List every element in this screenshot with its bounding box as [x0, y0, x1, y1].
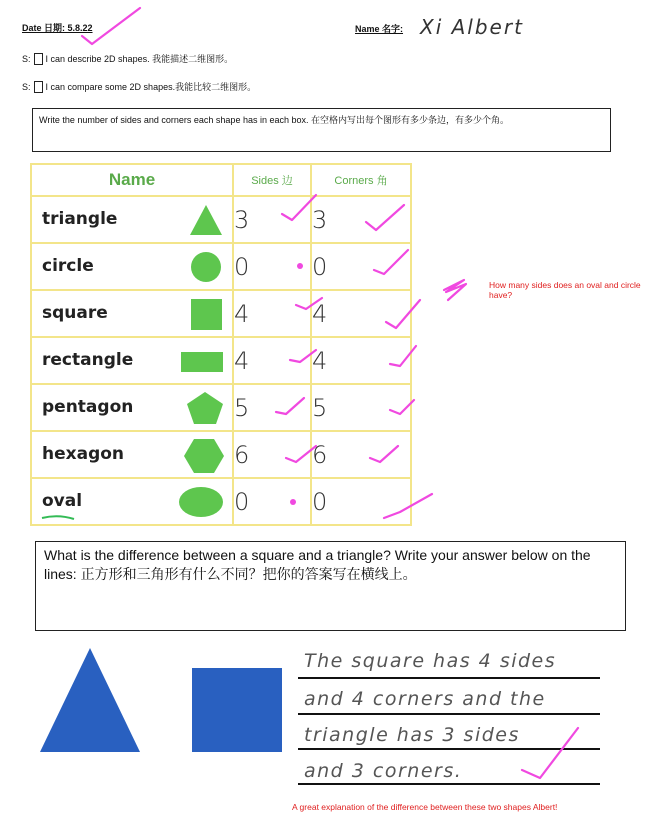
shape-name: square: [42, 303, 108, 323]
corners-answer[interactable]: 0: [311, 243, 411, 290]
objective-text: I can compare some 2D shapes.我能比较二维图形。: [45, 82, 257, 92]
rectangle-icon: [180, 344, 224, 378]
table-row: [31, 243, 411, 290]
ruled-line: [298, 748, 600, 750]
shape-name: oval: [42, 491, 83, 511]
objective-describe: [22, 52, 233, 65]
objective-prefix: S:: [22, 53, 31, 64]
table-row: [31, 478, 411, 525]
sides-answer[interactable]: 4: [233, 290, 311, 337]
corners-answer[interactable]: 4: [311, 290, 411, 337]
header-name: Name: [31, 164, 233, 196]
header-corners: Corners 角: [311, 164, 411, 196]
shape-name: pentagon: [42, 397, 134, 417]
shape-name: circle: [42, 256, 94, 276]
ruled-line: [298, 677, 600, 679]
big-triangle-icon: [38, 646, 142, 754]
ruled-line: [298, 783, 600, 785]
sides-answer[interactable]: 3: [233, 196, 311, 243]
table-row: [31, 431, 411, 478]
answer-line-2[interactable]: and 4 corners and the: [304, 688, 546, 710]
shapes-table: [30, 163, 412, 526]
question-box: What is the difference between a square and a triangle? Write your answer below on the lines: 正方形和三角形有什么不同？把你的答案写在横线上。: [35, 541, 626, 631]
ruled-line: [298, 713, 600, 715]
table-row: [31, 337, 411, 384]
objective-prefix: S:: [22, 81, 31, 92]
hexagon-icon: [184, 438, 224, 474]
table-row: [31, 196, 411, 243]
sides-answer[interactable]: 5: [233, 384, 311, 431]
sides-answer[interactable]: 6: [233, 431, 311, 478]
checkbox[interactable]: [34, 53, 43, 65]
corners-answer[interactable]: 6: [311, 431, 411, 478]
corners-answer[interactable]: 4: [311, 337, 411, 384]
instruction-box: Write the number of sides and corners each shape has in each box. 在空格内写出每个图形有多少条边，有多少个角。: [32, 108, 611, 152]
answer-line-1[interactable]: The square has 4 sides: [304, 650, 557, 672]
circle-icon: [188, 250, 224, 284]
teacher-comment-final: A great explanation of the difference between these two shapes Albert!: [292, 802, 558, 812]
corners-answer[interactable]: 3: [311, 196, 411, 243]
sides-answer[interactable]: 0: [233, 243, 311, 290]
objective-compare: [22, 80, 256, 93]
teacher-comment-oval: How many sides does an oval and circle have?: [489, 280, 641, 300]
answer-line-3[interactable]: triangle has 3 sides: [304, 724, 520, 746]
name-label: Name 名字:: [355, 24, 404, 34]
sides-answer[interactable]: 4: [233, 337, 311, 384]
shape-name: triangle: [42, 209, 118, 229]
triangle-icon: [188, 203, 224, 237]
table-row: [31, 384, 411, 431]
corners-answer[interactable]: 0: [311, 478, 411, 525]
header-sides: Sides 边: [233, 164, 311, 196]
squiggle-icon: [444, 280, 466, 300]
pentagon-icon: [186, 391, 224, 425]
big-tick-icon: [522, 728, 578, 778]
checkbox[interactable]: [34, 81, 43, 93]
answer-line-4[interactable]: and 3 corners.: [304, 760, 463, 782]
objective-text: I can describe 2D shapes. 我能描述二维图形。: [45, 54, 234, 64]
student-name: Xi Albert: [420, 15, 524, 39]
date-label: Date 日期: 5.8.22: [22, 23, 93, 33]
shape-name: rectangle: [42, 350, 134, 370]
shape-name: hexagon: [42, 444, 125, 464]
oval-icon: [178, 485, 224, 519]
big-square-icon: [191, 667, 283, 753]
square-icon: [188, 297, 224, 331]
corners-answer[interactable]: 5: [311, 384, 411, 431]
sides-answer[interactable]: 0: [233, 478, 311, 525]
table-row: [31, 290, 411, 337]
